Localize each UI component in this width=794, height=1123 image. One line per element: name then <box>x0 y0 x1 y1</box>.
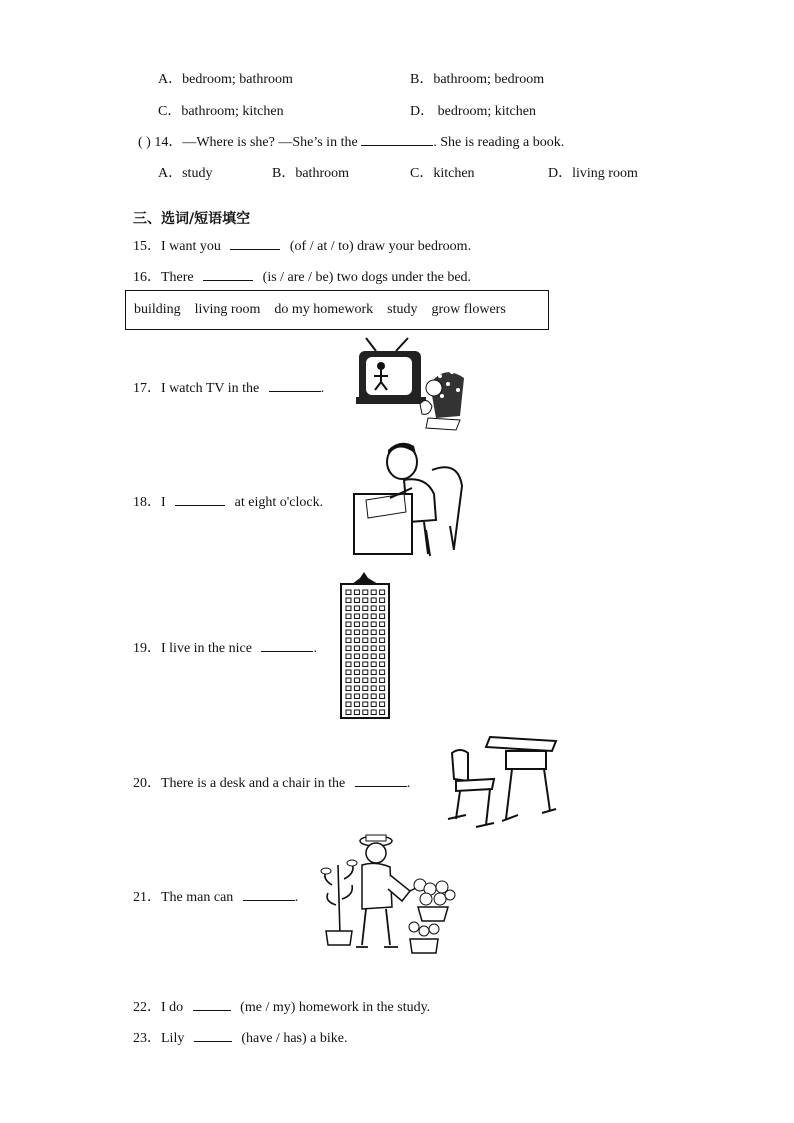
building-window <box>363 646 368 651</box>
q22-blank[interactable] <box>193 998 231 1011</box>
building-window <box>346 710 351 715</box>
q20 <box>133 772 410 792</box>
building-window <box>380 638 385 643</box>
building-window <box>371 670 376 675</box>
q16-blank[interactable] <box>203 268 253 281</box>
building-window <box>363 590 368 595</box>
building-window <box>346 686 351 691</box>
building-window <box>380 670 385 675</box>
building-window <box>380 606 385 611</box>
building-window <box>346 702 351 707</box>
q21 <box>133 886 298 906</box>
building-window <box>346 662 351 667</box>
q23-text-before: 23．Lily <box>133 1031 185 1046</box>
building-window <box>346 606 351 611</box>
building-window <box>354 590 359 595</box>
q20-blank[interactable] <box>355 774 407 787</box>
q23 <box>133 1027 347 1047</box>
q14-option-c: C．kitchen <box>410 166 475 181</box>
q17-text-after: . <box>320 381 325 396</box>
building-window <box>380 662 385 667</box>
building-window <box>354 710 359 715</box>
q17-text-before: 17．I watch TV in the <box>133 381 260 396</box>
word-bank-item: building <box>134 302 181 317</box>
q14-stem <box>138 131 564 151</box>
building-window <box>346 670 351 675</box>
building-window <box>363 662 368 667</box>
q21-text-before: 21．The man can <box>133 890 234 905</box>
q14-option-b: B．bathroom <box>272 166 349 181</box>
building-window <box>354 622 359 627</box>
building-window <box>380 598 385 603</box>
building-window <box>363 686 368 691</box>
building-window <box>371 654 376 659</box>
building-window <box>354 662 359 667</box>
q15-text-after: (of / at / to) draw your bedroom. <box>289 239 472 254</box>
tall-building-illustration <box>338 572 392 720</box>
building-window <box>363 678 368 683</box>
building-window <box>371 614 376 619</box>
q13-option-b: B．bathroom; bedroom <box>410 72 545 87</box>
q15-text-before: 15．I want you <box>133 239 221 254</box>
q21-text-after: . <box>294 890 299 905</box>
tv-watching-illustration <box>356 336 466 432</box>
building-window <box>380 702 385 707</box>
section-title: 三、选词/短语填空 <box>133 211 251 227</box>
building-window <box>354 638 359 643</box>
q19-text-before: 19．I live in the nice <box>133 641 252 656</box>
building-window <box>346 630 351 635</box>
building-window <box>354 670 359 675</box>
q14-option-d: D．living room <box>548 166 638 181</box>
building-window <box>354 694 359 699</box>
building-window <box>363 630 368 635</box>
building-window <box>363 654 368 659</box>
building-window <box>346 694 351 699</box>
building-window <box>371 598 376 603</box>
building-window <box>363 694 368 699</box>
q16-text-before: 16．There <box>133 270 194 285</box>
q23-text-after: (have / has) a bike. <box>241 1031 348 1046</box>
building-window <box>346 646 351 651</box>
q18-text-before: 18．I <box>133 495 166 510</box>
building-window <box>354 630 359 635</box>
building-window <box>371 638 376 643</box>
building-window <box>354 678 359 683</box>
q22-text-after: (me / my) homework in the study. <box>240 1000 431 1015</box>
building-window <box>363 710 368 715</box>
building-window <box>371 590 376 595</box>
building-window <box>346 622 351 627</box>
q16 <box>133 266 471 286</box>
q17 <box>133 377 324 397</box>
answer-parenthesis: ( ) <box>138 135 151 150</box>
building-window <box>380 654 385 659</box>
building-window <box>380 590 385 595</box>
building-window <box>363 606 368 611</box>
word-bank-item: living room <box>194 302 261 317</box>
q14-text-before: 14．—Where is she? —She’s in the <box>154 135 358 150</box>
building-window <box>371 694 376 699</box>
desk-chair-illustration <box>446 735 560 829</box>
q13-option-d: D． bedroom; kitchen <box>410 104 536 119</box>
building-window <box>380 614 385 619</box>
building-window <box>380 694 385 699</box>
q16-text-after: (is / are / be) two dogs under the bed. <box>262 270 472 285</box>
building-window <box>371 662 376 667</box>
building-window <box>363 598 368 603</box>
building-window <box>371 678 376 683</box>
building-window <box>371 710 376 715</box>
building-window <box>380 710 385 715</box>
q14-text-after: . She is reading a book. <box>433 135 565 150</box>
q19 <box>133 637 317 657</box>
word-bank-box <box>125 290 549 330</box>
q23-blank[interactable] <box>194 1029 232 1042</box>
q21-blank[interactable] <box>243 888 295 901</box>
building-window <box>354 646 359 651</box>
building-window <box>363 622 368 627</box>
building-window <box>371 646 376 651</box>
word-bank-item: study <box>387 302 418 317</box>
building-window <box>371 630 376 635</box>
q18-blank[interactable] <box>175 493 225 506</box>
q15-blank[interactable] <box>230 237 280 250</box>
q18-text-after: at eight o'clock. <box>234 495 324 510</box>
building-window <box>346 598 351 603</box>
building-window <box>363 702 368 707</box>
q19-blank[interactable] <box>261 639 313 652</box>
building-window <box>380 686 385 691</box>
word-bank-item: do my homework <box>274 302 374 317</box>
building-window <box>354 686 359 691</box>
building-window <box>371 606 376 611</box>
q20-text-before: 20．There is a desk and a chair in the <box>133 776 346 791</box>
q18 <box>133 491 323 511</box>
building-window <box>363 614 368 619</box>
building-window <box>354 614 359 619</box>
gardener-flowers-illustration <box>318 835 456 957</box>
q14-option-a: A．study <box>158 166 213 181</box>
q17-blank[interactable] <box>269 379 321 392</box>
student-studying-illustration <box>350 438 464 556</box>
word-bank-item: grow flowers <box>431 302 506 317</box>
building-window <box>354 598 359 603</box>
building-window <box>371 622 376 627</box>
building-window <box>363 638 368 643</box>
q14-blank[interactable] <box>361 133 433 146</box>
building-window <box>363 670 368 675</box>
building-window <box>346 638 351 643</box>
building-window <box>354 654 359 659</box>
q13-option-a: A．bedroom; bathroom <box>158 72 293 87</box>
building-window <box>346 654 351 659</box>
building-window <box>380 622 385 627</box>
q15 <box>133 235 471 255</box>
q22 <box>133 996 430 1016</box>
building-window <box>380 678 385 683</box>
building-window <box>380 630 385 635</box>
q20-text-after: . <box>406 776 411 791</box>
building-window <box>346 590 351 595</box>
building-window <box>346 678 351 683</box>
building-window <box>354 606 359 611</box>
building-window <box>371 702 376 707</box>
q19-text-after: . <box>313 641 317 656</box>
q13-option-c: C．bathroom; kitchen <box>158 104 284 119</box>
building-window <box>380 646 385 651</box>
building-window <box>346 614 351 619</box>
building-window <box>354 702 359 707</box>
building-window <box>371 686 376 691</box>
q22-text-before: 22．I do <box>133 1000 184 1015</box>
